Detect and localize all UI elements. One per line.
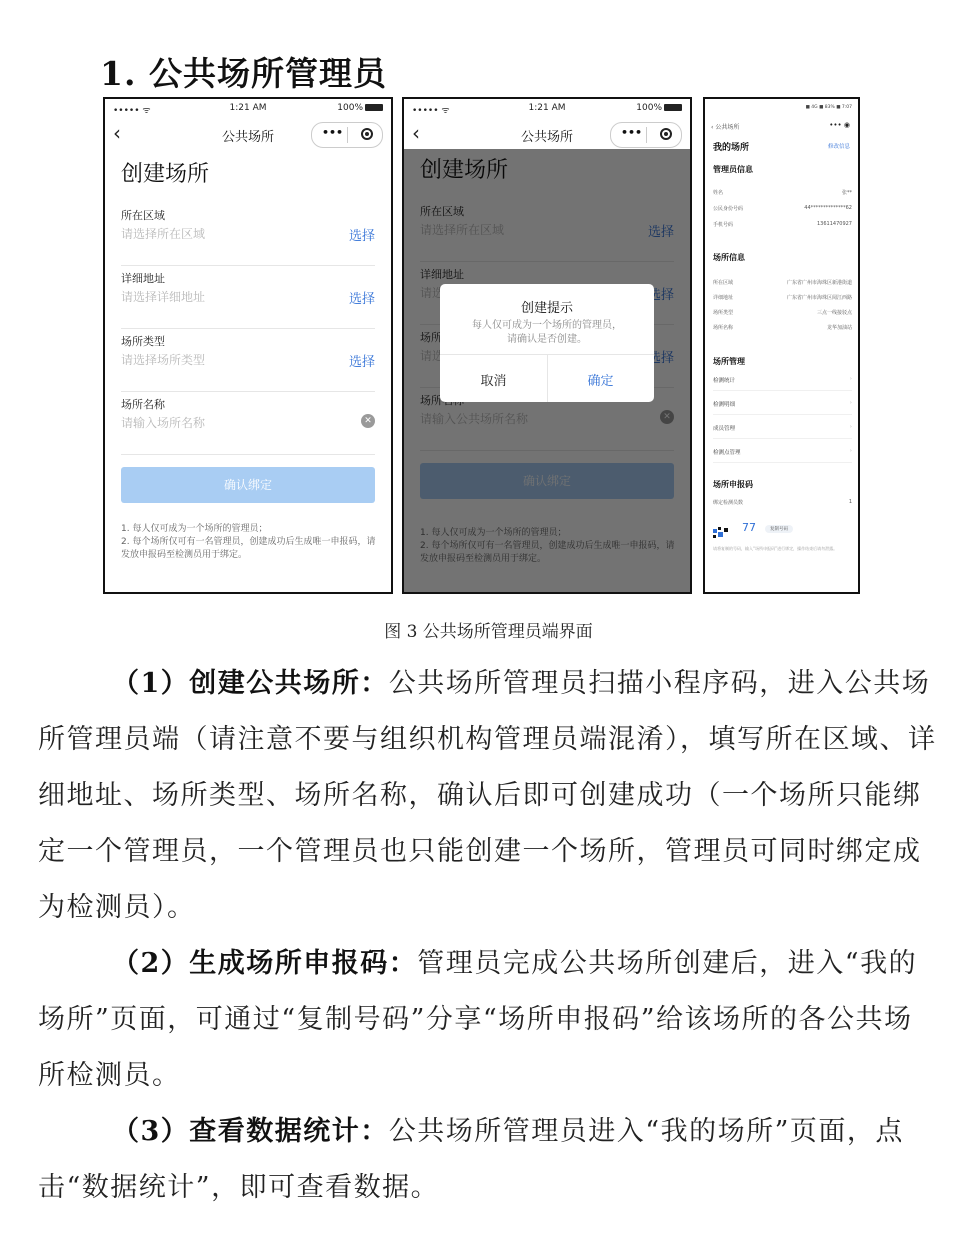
close-target-icon[interactable]	[361, 128, 373, 140]
region-input[interactable]: 请选择所在区域	[121, 227, 206, 241]
page-title: 我的场所	[713, 143, 750, 153]
place-row: 场所名称 龙华加油站	[713, 325, 852, 331]
name-input[interactable]: 请输入场所名称	[121, 416, 206, 430]
battery-icon: 100%	[636, 103, 682, 113]
paragraph-1: （1）创建公共场所：公共场所管理员扫描小程序码，进入公共场所管理员端（请注意不要与组织机构管理员端混淆），填写所在区域、详细地址、场所类型、场所名称，确认后即可创建成功（一个场所只能绑定一个管理员，一个管理员也只能创建一个场所，管理员可同时绑定成为检测员）。	[38, 668, 937, 923]
nav-title: 公共场所	[520, 130, 573, 145]
mini-program-capsule[interactable]	[311, 122, 383, 148]
admin-row: 手机号码 13611470927	[713, 221, 852, 228]
name-field[interactable]	[121, 396, 375, 455]
note-1: 1. 每人仅可成为一个场所的管理员；	[121, 524, 268, 534]
region-field[interactable]	[121, 207, 375, 266]
field-label: 场所类型	[121, 335, 165, 348]
manage-item-details[interactable]: 检测明细 ›	[713, 400, 852, 415]
address-input[interactable]: 请选择详细地址	[121, 290, 206, 304]
section-heading: 1. 公共场所管理员	[100, 54, 387, 93]
paragraph-2: （2）生成场所申报码：管理员完成公共场所创建后，进入“我的场所”页面，可通过“复制号码”分享“场所申报码”给该场所的各公共场所检测员。	[38, 948, 918, 1091]
back-icon[interactable]: ‹	[113, 121, 121, 145]
select-region-button[interactable]: 选择	[348, 229, 375, 244]
admin-row: 姓名 张**	[713, 190, 852, 196]
place-row: 场所类型 三点一线接驳点	[713, 310, 852, 316]
close-target-icon[interactable]	[660, 128, 672, 140]
type-field[interactable]	[121, 333, 375, 392]
figure-caption: 图 3 公共场所管理员端界面	[384, 622, 593, 642]
edit-info-link[interactable]: 修改信息	[827, 144, 850, 150]
dialog-message: 每人仅可成为一个场所的管理员，请确认是否创建。	[472, 320, 622, 345]
address-field[interactable]	[121, 270, 375, 329]
nav-title: 公共场所	[221, 130, 274, 145]
cancel-button[interactable]: 取消	[480, 374, 507, 389]
place-row: 所在区域 广东省广州市海珠区新港街道	[713, 280, 852, 286]
page-title: 创建场所	[121, 162, 210, 187]
create-confirm-dialog	[440, 284, 654, 402]
place-row: 详细地址 广东省广州市海珠区阅江西路	[713, 295, 852, 301]
note-2: 2. 每个场所仅可有一名管理员，创建成功后生成唯一申报码，请发放申报码至检测员用于绑定。	[121, 537, 376, 560]
mini-program-capsule[interactable]: ••• ◉	[829, 121, 850, 129]
signal-icon: ••••• ᯤ	[412, 106, 450, 116]
report-code-header: 场所申报码	[713, 480, 753, 489]
field-label: 所在区域	[121, 209, 165, 222]
field-label: 详细地址	[121, 272, 165, 285]
phone-screen-my-place	[703, 97, 860, 594]
more-icon[interactable]: •••	[322, 126, 344, 139]
manage-item-stats[interactable]: 检测统计 ›	[713, 376, 852, 391]
select-type-button[interactable]: 选择	[348, 355, 375, 370]
manage-item-members[interactable]: 成员管理 ›	[713, 424, 852, 439]
battery-icon: 100%	[337, 103, 383, 113]
ok-button[interactable]: 确定	[587, 374, 614, 389]
place-manage-header: 场所管理	[713, 357, 745, 366]
select-address-button[interactable]: 选择	[348, 292, 375, 307]
nav-bar	[105, 119, 391, 149]
signal-icon: ••••• ᯤ	[113, 106, 151, 116]
qr-code-icon	[713, 524, 727, 534]
phone-screen-create-place	[103, 97, 393, 594]
mini-program-capsule[interactable]	[610, 122, 682, 148]
status-time: 1:21 AM	[528, 103, 566, 113]
place-info-header: 场所信息	[713, 253, 745, 262]
status-bar: ■ 4G ■ 83% ■ 7:07	[805, 105, 852, 110]
nav-bar	[404, 119, 690, 149]
type-input[interactable]: 请选择场所类型	[121, 353, 206, 367]
bound-count-row: 绑定检测员数 1	[713, 499, 852, 506]
footer-note: 请将复制的号码，输入“场所申报码”进行绑定，操作结束后请勿泄露。	[713, 546, 838, 551]
copy-code-button[interactable]: 复制号码	[765, 525, 793, 533]
dialog-title: 创建提示	[520, 301, 573, 316]
field-label: 场所名称	[121, 398, 165, 411]
nav-title: ‹ 公共场所	[711, 124, 740, 131]
admin-row: 公民身份号码 44**************62	[713, 205, 852, 212]
report-code-value: 77	[742, 521, 756, 534]
phone-screen-create-dialog	[402, 97, 692, 594]
paragraph-3: （3）查看数据统计：公共场所管理员进入“我的场所”页面，点击“数据统计”，即可查看数据。	[38, 1116, 904, 1203]
status-bar	[404, 103, 690, 117]
notes	[121, 523, 377, 562]
manage-item-points[interactable]: 检测点管理 ›	[713, 448, 852, 463]
status-bar	[105, 103, 391, 117]
admin-info-header: 管理员信息	[713, 165, 753, 174]
confirm-bind-button[interactable]: 确认绑定	[121, 467, 375, 503]
more-icon[interactable]: •••	[621, 126, 643, 139]
back-icon[interactable]: ‹	[412, 121, 420, 145]
status-time: 1:21 AM	[229, 103, 267, 113]
clear-icon[interactable]: ✕	[361, 414, 375, 428]
